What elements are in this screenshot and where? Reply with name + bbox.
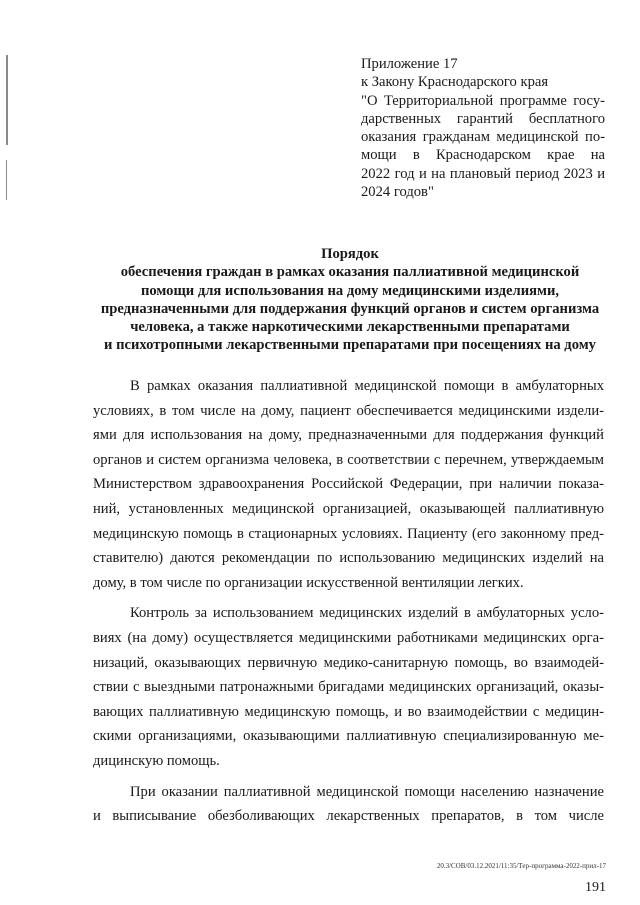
appendix-line: 2022 год и на плановый период 2023 и [361,165,605,182]
paragraph-line: Контроль за использованием медицинских изделий в амбулаторных усло- [130,605,604,622]
appendix-line: 2024 годов" [361,184,434,201]
paragraph-line: медицинскую помощь в стационарных условиях. Пациенту (его законному пред- [93,525,604,542]
title-line: помощи для использования на дому медицинскими изделиями, [140,282,560,299]
paragraph-line: условиях, в том числе на дому, пациент обеспечивается медицинскими издели- [93,402,604,419]
page-number: 191 [585,880,606,895]
appendix-line: дарственных гарантий бесплатного [361,110,605,127]
document-footer-code: 20.3/СОВ/03.12.2021/11:35/Тер-программа-2022-прил-17 [436,862,606,870]
appendix-header [361,55,605,201]
appendix-line: к Закону Краснодарского края [361,74,549,91]
paragraph-line: Министерством здравоохранения Российской Федерации, при наличии показа- [93,476,604,493]
paragraph-line: ставителю) даются рекомендации по использованию медицинских изделий на [93,550,604,567]
paragraph-line: скими организациями, оказывающими паллиативную специализированную ме- [93,728,604,745]
document-body [93,374,604,829]
scan-edge-mark-top [6,55,8,145]
title-line: обеспечения граждан в рамках оказания паллиативной медицинской [120,264,580,281]
paragraph-line: ями для использования на дому, предназначенными для поддержания функций [93,427,604,444]
paragraph-line: В рамках оказания паллиативной медицинской помощи в амбулаторных [130,378,604,394]
appendix-line: мощи в Краснодарском крае на [361,147,605,164]
title-heading: Порядок [321,246,379,262]
title-line: и психотропными лекарственными препаратами при посещениях на дому [104,337,596,354]
paragraph-line: ний, установленных медицинской организацией, оказывающей паллиативную [93,500,604,517]
document-title [60,245,640,355]
scan-edge-mark-bottom [6,160,7,200]
paragraph-line: ствии с выездными патронажными бригадами медицинских организаций, оказы- [93,679,604,696]
paragraph-line: дому, в том числе по организации искусственной вентиляции легких. [93,574,524,591]
paragraph-line: и выписывание обезболивающих лекарственных препаратов, в том числе [93,808,604,825]
paragraph-2 [93,601,604,773]
title-line: человека, а также наркотическими лекарственными препаратами [130,319,570,336]
paragraph-line: виях (на дому) осуществляется медицинскими работниками медицинских орга- [93,629,604,646]
title-line: предназначенными для поддержания функций органов и систем организма [100,300,600,317]
paragraph-line: органов и систем организма человека, в соответствии с перечнем, утверждаемым [93,451,604,468]
paragraph-1 [93,374,604,595]
paragraph-line: вающих паллиативную медицинскую помощь, и во взаимодействии с медицин- [93,703,604,720]
appendix-line: "О Территориальной программе госу- [361,92,605,109]
appendix-line: оказания гражданам медицинской по- [361,129,605,146]
paragraph-3 [93,780,604,829]
paragraph-line: низаций, оказывающих первичную медико-санитарную помощь, во взаимодей- [93,654,604,671]
paragraph-line: При оказании паллиативной медицинской помощи населению назначение [130,783,604,800]
appendix-line: Приложение 17 [361,56,458,72]
paragraph-line: дицинскую помощь. [93,752,220,769]
